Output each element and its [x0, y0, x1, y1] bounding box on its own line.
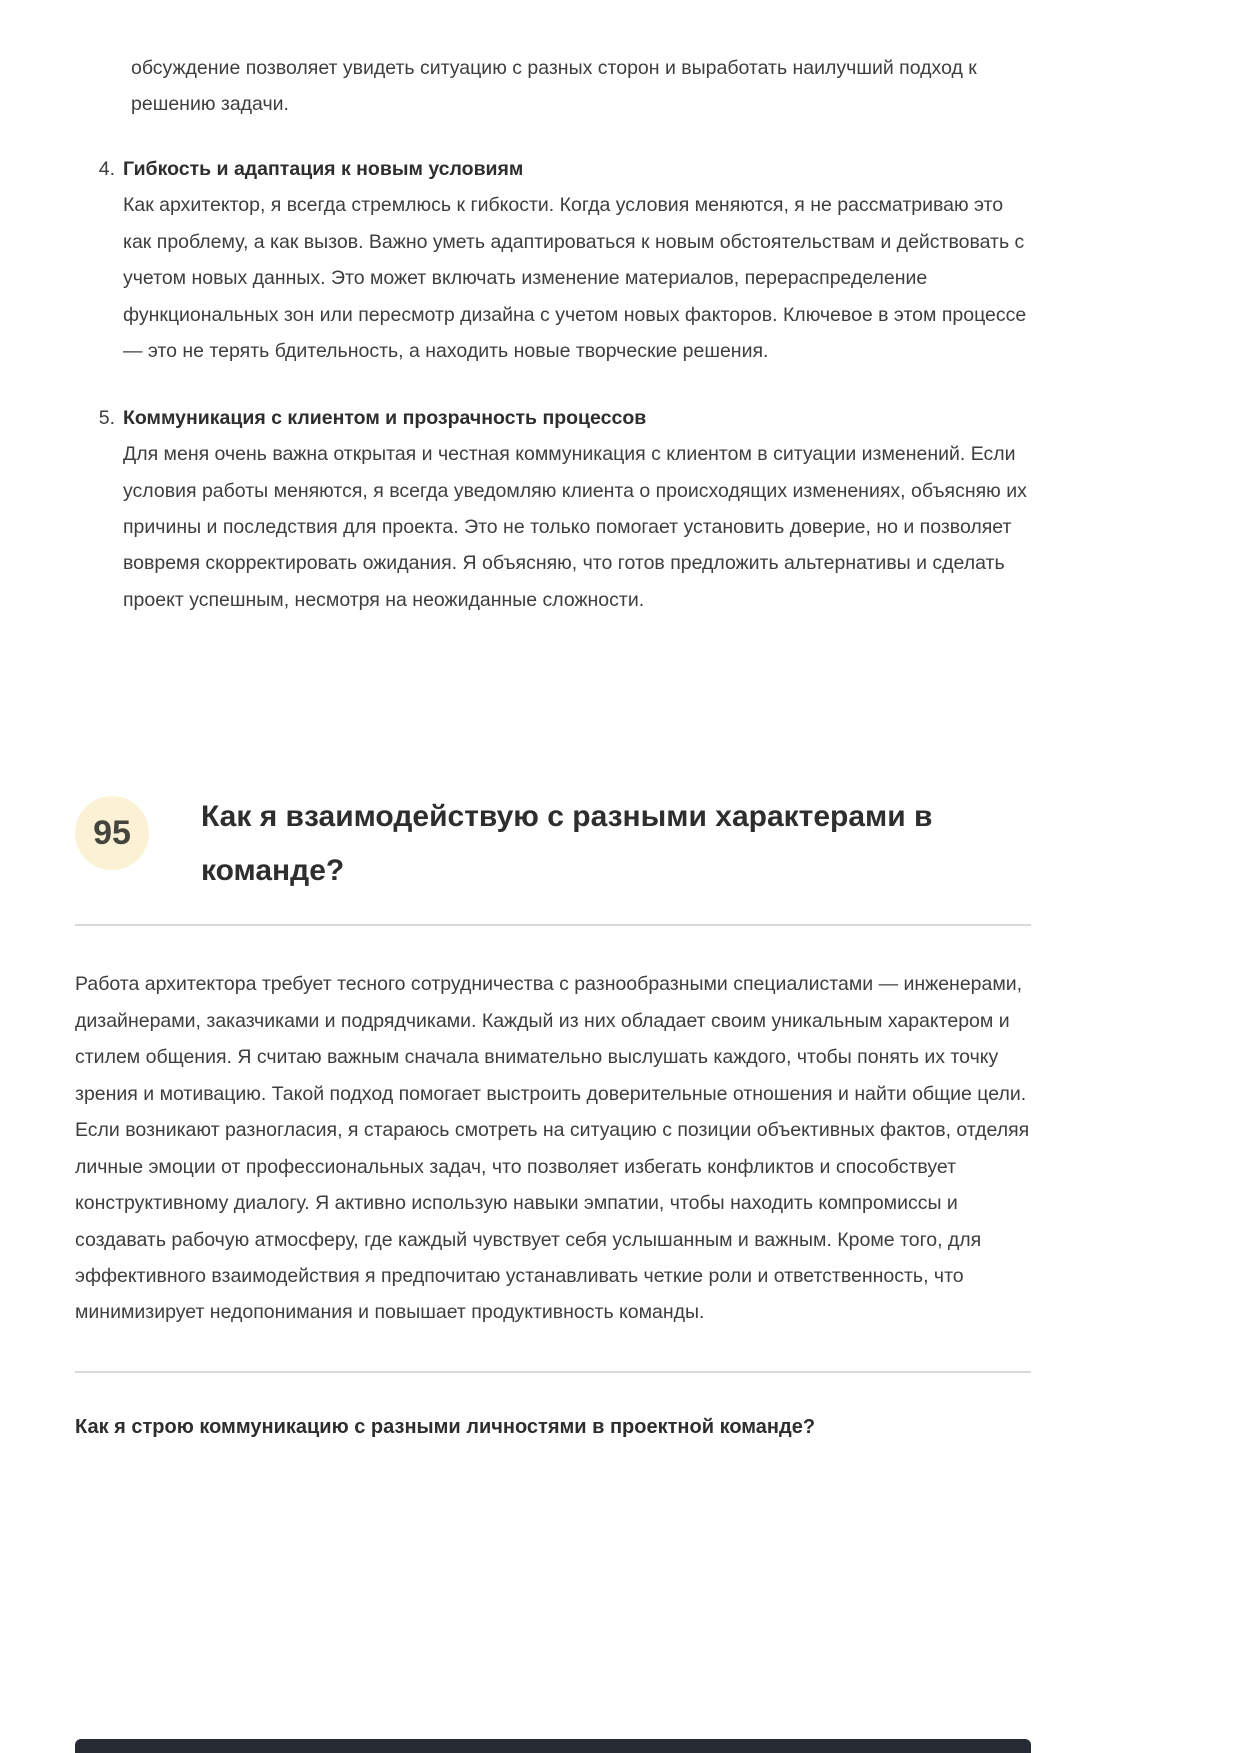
- document-page: [75, 0, 1031, 1443]
- list-item-number: 4.: [98, 157, 115, 180]
- divider: [75, 924, 1031, 926]
- section-paragraph: Работа архитектора требует тесного сотрудничества с разнообразными специалистами — инженерами, дизайнерами, заказчиками и подрядчиками. Каждый из них обладает своим уникальным характером и стилем общения. Я считаю важным сначала внимательно выслушать каждого, чтобы понять их точку зрения и мотивацию. Такой подход помогает выстроить доверительные отношения и найти общие цели. Если возникают разногласия, я стараюсь смотреть на ситуацию с позиции объективных фактов, отделяя личные эмоции от профессиональных задач, что позволяет избегать конфликтов и способствует конструктивному диалогу. Я активно использую навыки эмпатии, чтобы находить компромиссы и создавать рабочую атмосферу, где каждый чувствует себя услышанным и важным. Кроме того, для эффективного взаимодействия я предпочитаю устанавливать четкие роли и ответственность, что минимизирует недопонимания и повышает продуктивность команды.: [75, 973, 1030, 1324]
- list-item-title: Коммуникация с клиентом и прозрачность процессов: [123, 406, 647, 429]
- section-number-badge: 95: [75, 796, 149, 870]
- list-item: [75, 151, 1031, 370]
- list-item-content: [123, 151, 1031, 370]
- list-item-body: Как архитектор, я всегда стремлюсь к гибкости. Когда условия меняются, я не рассматриваю это как проблему, а как вызов. Важно уметь адаптироваться к новым обстоятельствам и действовать с учетом новых данных. Это может включать изменение материалов, перераспределение функциональных зон или пересмотр дизайна с учетом новых факторов. Ключевое в этом процессе — это не терять бдительность, а находить новые творческие решения.: [123, 194, 1027, 363]
- list-item-number: 5.: [98, 406, 115, 429]
- continued-paragraph: обсуждение позволяет увидеть ситуацию с разных сторон и выработать наилучший подход к решению задачи.: [131, 57, 977, 116]
- numbered-list: [75, 151, 1031, 618]
- list-item-content: [123, 400, 1031, 619]
- list-item-title: Гибкость и адаптация к новым условиям: [123, 157, 524, 180]
- section-subheading: Как я строю коммуникацию с разными личностями в проектной команде?: [75, 1415, 816, 1438]
- section-title: Как я взаимодействую с разными характерами в команде?: [201, 800, 933, 888]
- dark-block-top-edge: [75, 1739, 1031, 1753]
- list-item: [75, 400, 1031, 619]
- list-item-body: Для меня очень важна открытая и честная коммуникация с клиентом в ситуации изменений. Если условия работы меняются, я всегда уведомляю клиента о происходящих изменениях, объясняю их причины и последствия для проекта. Это не только помогает установить доверие, но и позволяет вовремя скорректировать ожидания. Я объясняю, что готов предложить альтернативы и сделать проект успешным, несмотря на неожиданные сложности.: [123, 443, 1027, 611]
- divider: [75, 1371, 1031, 1373]
- section-header: [75, 790, 1031, 898]
